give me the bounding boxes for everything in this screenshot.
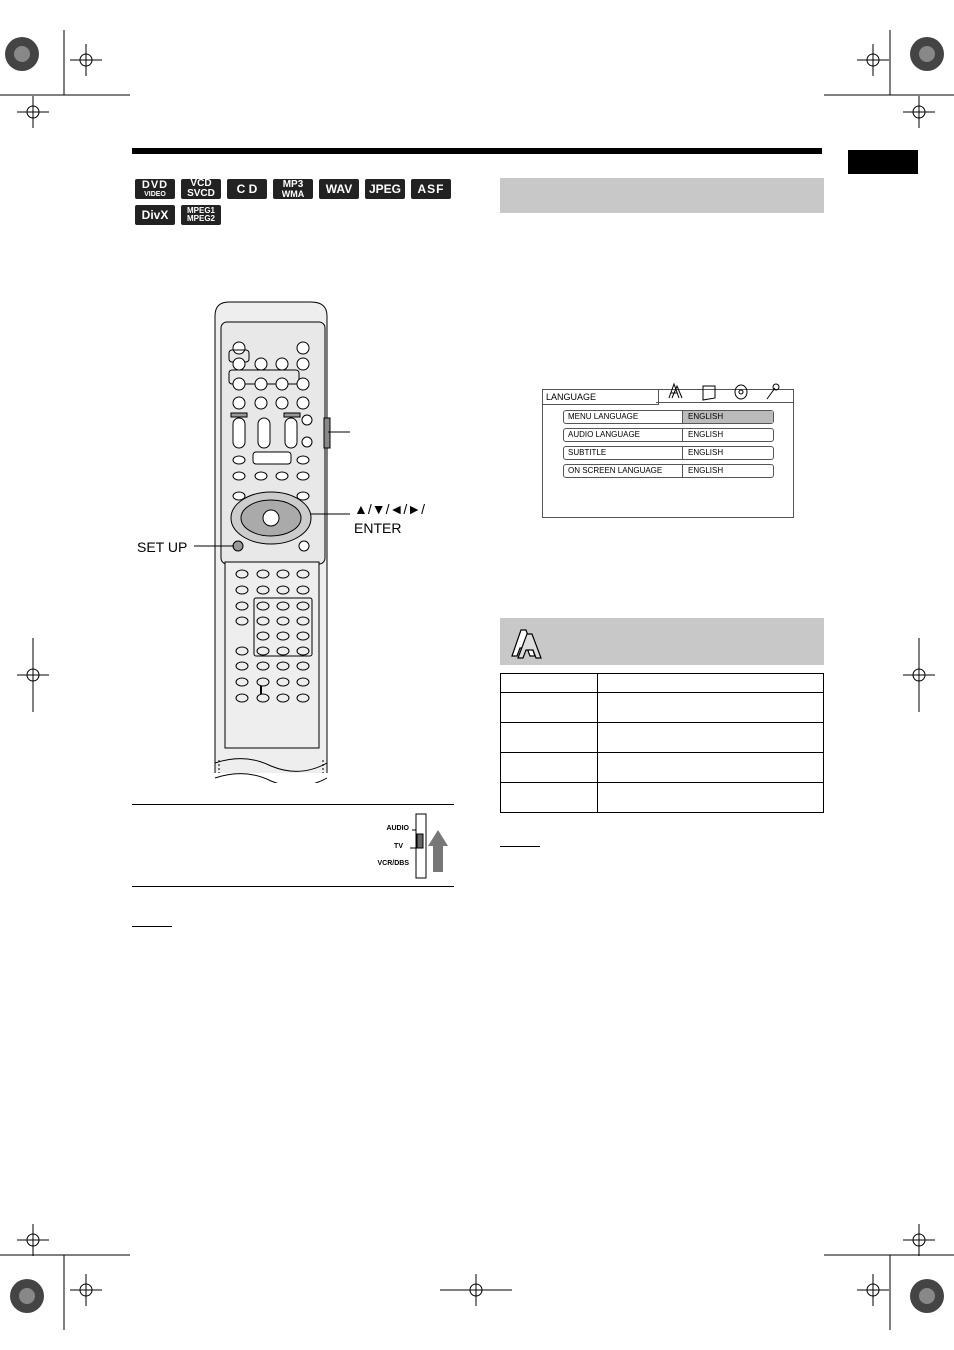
- switch-vcr-label: VCR/DBS: [377, 860, 409, 867]
- asf-badge: ASF: [411, 179, 451, 199]
- table-cell: [501, 723, 598, 753]
- language-section-band: [500, 618, 824, 665]
- cursor-keys-label: ▲/▼/◄/►/: [354, 501, 425, 517]
- options-table: [500, 673, 824, 813]
- table-cell: [501, 783, 598, 813]
- table-cell: [598, 753, 824, 783]
- note-underline-left: [132, 926, 172, 927]
- table-cell: [598, 693, 824, 723]
- dvd-video-badge: DVD VIDEO: [135, 179, 175, 199]
- header-rule: [132, 148, 822, 154]
- osd-row-menu-language[interactable]: MENU LANGUAGE ENGLISH: [563, 410, 774, 424]
- mp3-wma-badge: MP3 WMA: [273, 179, 313, 199]
- switch-tv-label: TV: [394, 843, 403, 850]
- divx-badge: DivX: [135, 205, 175, 225]
- mode-switch-icon: [408, 812, 456, 882]
- osd-tab-rule: [656, 402, 793, 403]
- audio-icon: [735, 385, 747, 399]
- mpeg-badge: MPEG1 MPEG2: [181, 205, 221, 225]
- wav-badge: WAV: [319, 179, 359, 199]
- note-bottom-rule: [132, 886, 454, 887]
- section-tab: [848, 150, 918, 174]
- leader-lines: [190, 425, 370, 555]
- osd-row-subtitle[interactable]: SUBTITLE ENGLISH: [563, 446, 774, 460]
- picture-icon: [703, 386, 715, 400]
- note-top-rule: [132, 804, 454, 805]
- enter-label: ENTER: [354, 520, 402, 536]
- table-cell: [598, 674, 824, 693]
- table-cell: [501, 753, 598, 783]
- osd-row-audio-language[interactable]: AUDIO LANGUAGE ENGLISH: [563, 428, 774, 442]
- jpeg-badge: JPEG: [365, 179, 405, 199]
- switch-audio-label: AUDIO: [386, 825, 409, 832]
- table-cell: [501, 674, 598, 693]
- setup-label: SET UP: [137, 539, 188, 555]
- language-icon: [508, 626, 544, 660]
- table-cell: [598, 783, 824, 813]
- language-icon: [669, 384, 682, 398]
- vcd-svcd-badge: VCD SVCD: [181, 179, 221, 199]
- note-underline-right: [500, 846, 540, 847]
- table-cell: [501, 693, 598, 723]
- others-icon: [767, 384, 779, 399]
- table-cell: [598, 723, 824, 753]
- section-heading-band: [500, 178, 824, 213]
- osd-tab-title: LANGUAGE: [543, 390, 659, 405]
- osd-row-on-screen-language[interactable]: ON SCREEN LANGUAGE ENGLISH: [563, 464, 774, 478]
- osd-tab-icons: [663, 382, 791, 402]
- language-menu-screen: [542, 389, 794, 518]
- cd-badge: C D: [227, 179, 267, 199]
